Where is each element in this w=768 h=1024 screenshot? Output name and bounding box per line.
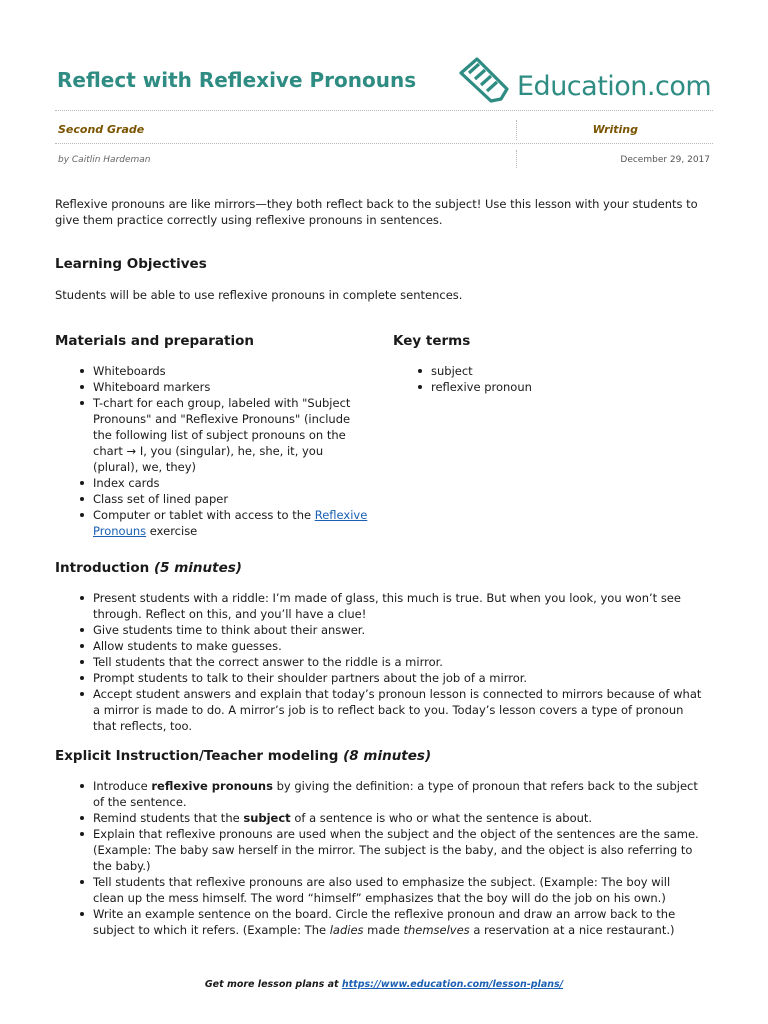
meta-divider [55,143,713,144]
list-item: Write an example sentence on the board. Circle the reflexive pronoun and draw an arrow back to the subject to which it refers. (Example: The ladies made themselves a reservation at a nice restaurant.) [93,906,763,938]
lesson-plans-link[interactable]: https://www.education.com/lesson-plans/ [341,979,564,990]
list-item: Accept student answers and explain that today’s pronoun lesson is connected to mirrors because of what a mirror is made to do. A mirror’s job is to reflect back to you. Today’s lesson covers a type of pronoun that reflects, too. [93,686,753,734]
list-item: Whiteboard markers [93,379,423,395]
objectives-heading: Learning Objectives [55,256,207,272]
list-item: Remind students that the subject of a sentence is who or what the sentence is about. [93,810,763,826]
intro-line: Reflexive pronouns are like mirrors—they both reflect back to the subject! Use this lesson with your students to [55,197,698,211]
list-item: Whiteboards [93,363,423,379]
explicit-list [55,778,763,938]
materials-heading: Materials and preparation [55,333,254,349]
subject-label: Writing [592,123,638,136]
list-item: reflexive pronoun [431,379,731,395]
meta-separator-2 [516,150,517,168]
list-item: Tell students that reflexive pronouns are also used to emphasize the subject. (Example: The boy will clean up the mess himself. The word “himself” emphasizes that the boy will do the job on his own.) [93,874,763,906]
explicit-heading: Explicit Instruction/Teacher modeling (8 minutes) [55,748,432,764]
education-logo[interactable] [455,55,715,115]
intro-line: give them practice correctly using reflexive pronouns in sentences. [55,213,443,227]
footer: Get more lesson plans at https://www.education.com/lesson-plans/ [204,979,564,990]
key-terms-heading: Key terms [393,333,471,349]
header-divider [55,110,713,111]
meta-separator [516,120,517,140]
introduction-list [55,590,753,734]
date-label: December 29, 2017 [620,155,710,165]
list-item: Tell students that the correct answer to the riddle is a mirror. [93,654,753,670]
logo-text: Education.com [517,71,712,102]
list-item: Give students time to think about their answer. [93,622,753,638]
introduction-heading: Introduction (5 minutes) [55,560,242,576]
list-item: Index cards [93,475,423,491]
list-item: Allow students to make guesses. [93,638,753,654]
list-item: Class set of lined paper [93,491,423,507]
grade-label: Second Grade [58,123,145,136]
reflexive-pronouns-link[interactable]: Reflexive Pronouns [93,508,368,538]
list-item: Present students with a riddle: I’m made of glass, this much is true. But when you look, you won’t see through. Reflect on this, and you’ll have a clue! [93,590,753,622]
list-item: Introduce reflexive pronouns by giving the definition: a type of pronoun that refers back to the subject of the sentence. [93,778,763,810]
materials-list [55,363,423,539]
list-item: subject [431,363,731,379]
objectives-text: Students will be able to use reflexive pronouns in complete sentences. [55,288,463,302]
author-label: by Caitlin Hardeman [58,155,151,165]
list-item: T-chart for each group, labeled with "Subject Pronouns" and "Reflexive Pronouns" (include the following list of subject pronouns on the chart → I, you (singular), he, she, it, you (plural), we, they) [93,395,423,475]
list-item: Explain that reflexive pronouns are used when the subject and the object of the sentences are the same. (Example: The baby saw herself in the mirror. The subject is the baby, and the object is also referring to the baby.) [93,826,763,874]
intro-paragraph [55,196,698,228]
list-item: Computer or tablet with access to the Reflexive Pronouns exercise [93,507,423,539]
list-item: Prompt students to talk to their shoulder partners about the job of a mirror. [93,670,753,686]
page-title: Reflect with Reflexive Pronouns [57,68,417,92]
pencil-logo-icon [455,55,515,105]
key-terms-list [393,363,731,395]
